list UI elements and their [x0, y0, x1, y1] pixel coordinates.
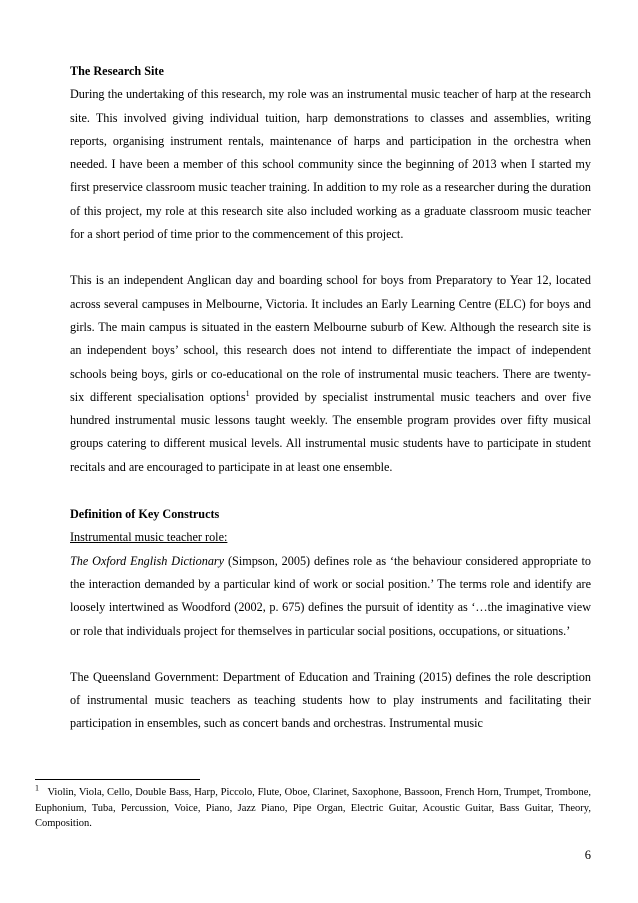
paragraph-queensland-definition: The Queensland Government: Department of Education and Training (2015) defines the role description of instrumental music teachers as teaching students how to play instruments and facilitating their participation in ensembles, such as concert bands and orchestras. Instrumental music: [70, 669, 591, 731]
body-text: [70, 60, 591, 736]
paragraph-school-text-b: provided by specialist instrumental music teachers and over five hundred instrumental music lessons taught weekly. The ensemble program provides over fifty musical groups catering to different musical levels. All instrumental music students have to participate in student recitals and are encouraged to participate in at least one ensemble.: [70, 389, 591, 474]
paragraph-role-definition-text: (Simpson, 2005) defines role as ‘the behaviour considered appropriate to the interaction demanded by a particular kind of work or social position.’ The terms role and identify are loosely intertwined as Woodford (2002, p. 675) defines the pursuit of identity as ‘…the imaginative view or role that individuals project for themselves in particular social positions, occupations, or situations.’: [70, 553, 591, 638]
page-number: 6: [584, 848, 591, 862]
footnote: [35, 785, 591, 832]
footnote-divider: [35, 779, 200, 780]
subheading-teacher-role: Instrumental music teacher role:: [70, 530, 228, 545]
paragraph-school-description: [70, 269, 591, 479]
section-heading-key-constructs: Definition of Key Constructs: [70, 507, 220, 522]
section-heading-research-site: The Research Site: [70, 64, 164, 78]
footnote-reference: 1: [245, 388, 250, 398]
paragraph-role-definition: [70, 550, 591, 643]
paragraph-researcher-role: During the undertaking of this research, my role was an instrumental music teacher of harp at the research site. This involved giving individual tuition, harp demonstrations to classes and assemblies, writing reports, organising instrument rentals, maintenance of harps and participation in the orchestra when needed. I have been a member of this school community since the beginning of 2013 when I started my first preservice classroom music teacher training. In addition to my role as a researcher during the duration of this project, my role at this research site also included working as a graduate classroom music teacher for a short period of time prior to the commencement of this project.: [70, 87, 591, 242]
paragraph-school-text-a: This is an independent Anglican day and boarding school for boys from Preparatory to Year 12, located across several campuses in Melbourne, Victoria. It includes an Early Learning Centre (ELC) for boys and girls. The main campus is situated in the eastern Melbourne suburb of Kew. Although the research site is an independent boys’ school, this research does not intend to differentiate the impact of independent schools being boys, girls or co-educational on the role of instrumental music teachers. There are twenty-six different specialisation options: [70, 273, 591, 404]
book-title: The Oxford English Dictionary: [70, 553, 225, 568]
footnote-marker: 1: [35, 783, 39, 793]
footnote-text: Violin, Viola, Cello, Double Bass, Harp, Piccolo, Flute, Oboe, Clarinet, Saxophone, Bassoon, French Horn, Trumpet, Trombone, Euphonium, Tuba, Percussion, Voice, Piano, Jazz Piano, Pipe Organ, Electric Guitar, Acoustic Guitar, Bass Guitar, Theory, Composition.: [35, 787, 592, 829]
